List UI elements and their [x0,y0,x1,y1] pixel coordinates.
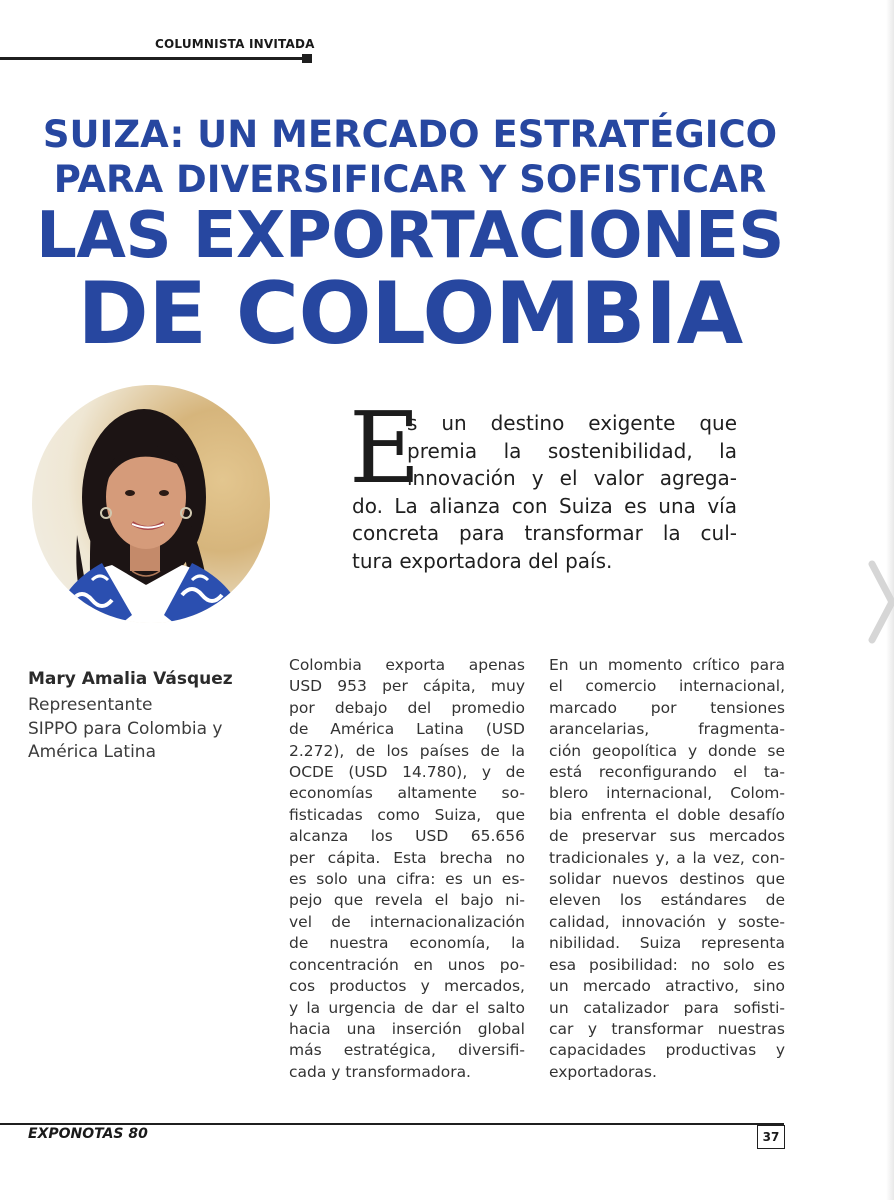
lead-paragraph [352,410,737,575]
body-line: car y transformar nuestras [549,1019,785,1038]
lead-line: tura exportadora del país. [352,548,613,573]
lead-line: innovación y el valor agrega- [407,466,737,490]
chevron-right-icon[interactable] [866,560,894,644]
body-line: está reconfigurando el ta- [549,763,785,782]
body-line: capacidades productivas y [549,1041,785,1060]
lead-line: s un destino exigente que [407,411,737,435]
body-line: nibilidad. Suiza representa [549,934,785,953]
body-line: eleven los estándares de [549,891,785,910]
top-rule-marker [302,54,312,63]
lead-line: concreta para transformar la cul- [352,521,737,545]
body-line: un mercado atractivo, sino [549,977,785,996]
headline-line-3: LAS EXPORTACIONES [36,199,784,273]
author-role-line: SIPPO para Colombia y [28,718,223,739]
body-line: pejo que revela el bajo ni- [289,891,525,910]
author-photo [32,385,270,623]
body-line: es solo una cifra: es un es- [289,870,525,889]
lead-dropcap: E [349,392,421,506]
body-line: solidar nuevos destinos que [549,870,785,889]
body-line: el comercio internacional, [549,677,785,696]
body-line: concentración en unos po- [289,955,525,974]
body-line: por debajo del promedio [289,698,525,717]
body-line: de preservar sus mercados [549,827,785,846]
author-role [28,694,268,765]
body-line: Colombia exporta apenas [289,656,525,674]
section-label: COLUMNISTA INVITADA [155,37,315,51]
body-line: marcado por tensiones [549,698,785,717]
body-line: cada y transformadora. [289,1062,471,1081]
body-column-2 [549,655,785,1083]
body-line: fisticadas como Suiza, que [289,805,525,824]
body-line: alcanza los USD 65.656 [289,827,525,846]
body-line: En un momento crítico para [549,656,785,674]
body-line: USD 953 per cápita, muy [289,677,525,696]
footer-rule [0,1123,784,1125]
body-line: hacia una inserción global [289,1019,525,1038]
body-line: 2.272), de los países de la [289,741,525,760]
body-line: de América Latina (USD [289,720,525,739]
magazine-brand: EXPONOTAS 80 [28,1126,148,1142]
body-line: ción geopolítica y donde se [549,741,785,760]
body-line: bia enfrenta el doble desafío [549,805,785,824]
body-column-1 [289,655,525,1083]
body-line: cos productos y mercados, [289,977,525,996]
body-line: per cápita. Esta brecha no [289,848,525,867]
headline-line-2: PARA DIVERSIFICAR Y SOFISTICAR [53,158,767,201]
author-role-line: América Latina [28,742,156,762]
headline-line-4: DE COLOMBIA [77,264,743,364]
body-line: economías altamente so- [289,784,525,803]
page-number: 37 [757,1125,785,1149]
body-line: más estratégica, diversifi- [289,1041,525,1060]
body-line: vel de internacionalización [289,912,525,931]
author-role-line: Representante [28,695,153,715]
body-line: de nuestra economía, la [289,934,525,953]
author-portrait-illustration [32,385,270,623]
lead-line: do. La alianza con Suiza es una vía [352,493,737,518]
body-line: tradicionales y, a la vez, con- [549,848,785,867]
lead-line: premia la sostenibilidad, la [407,438,737,463]
body-line: y la urgencia de dar el salto [289,998,525,1017]
body-line: un catalizador para sofisti- [549,998,785,1017]
body-line: OCDE (USD 14.780), y de [289,763,525,782]
body-line: calidad, innovación y soste- [549,912,785,931]
body-line: exportadoras. [549,1062,657,1081]
body-line: blero internacional, Colom- [549,784,785,803]
headline-line-1: SUIZA: UN MERCADO ESTRATÉGICO [42,113,778,156]
top-rule [0,57,306,60]
body-line: esa posibilidad: no solo es [549,955,785,974]
author-name: Mary Amalia Vásquez [28,669,233,689]
body-line: arancelarias, fragmenta- [549,720,785,739]
